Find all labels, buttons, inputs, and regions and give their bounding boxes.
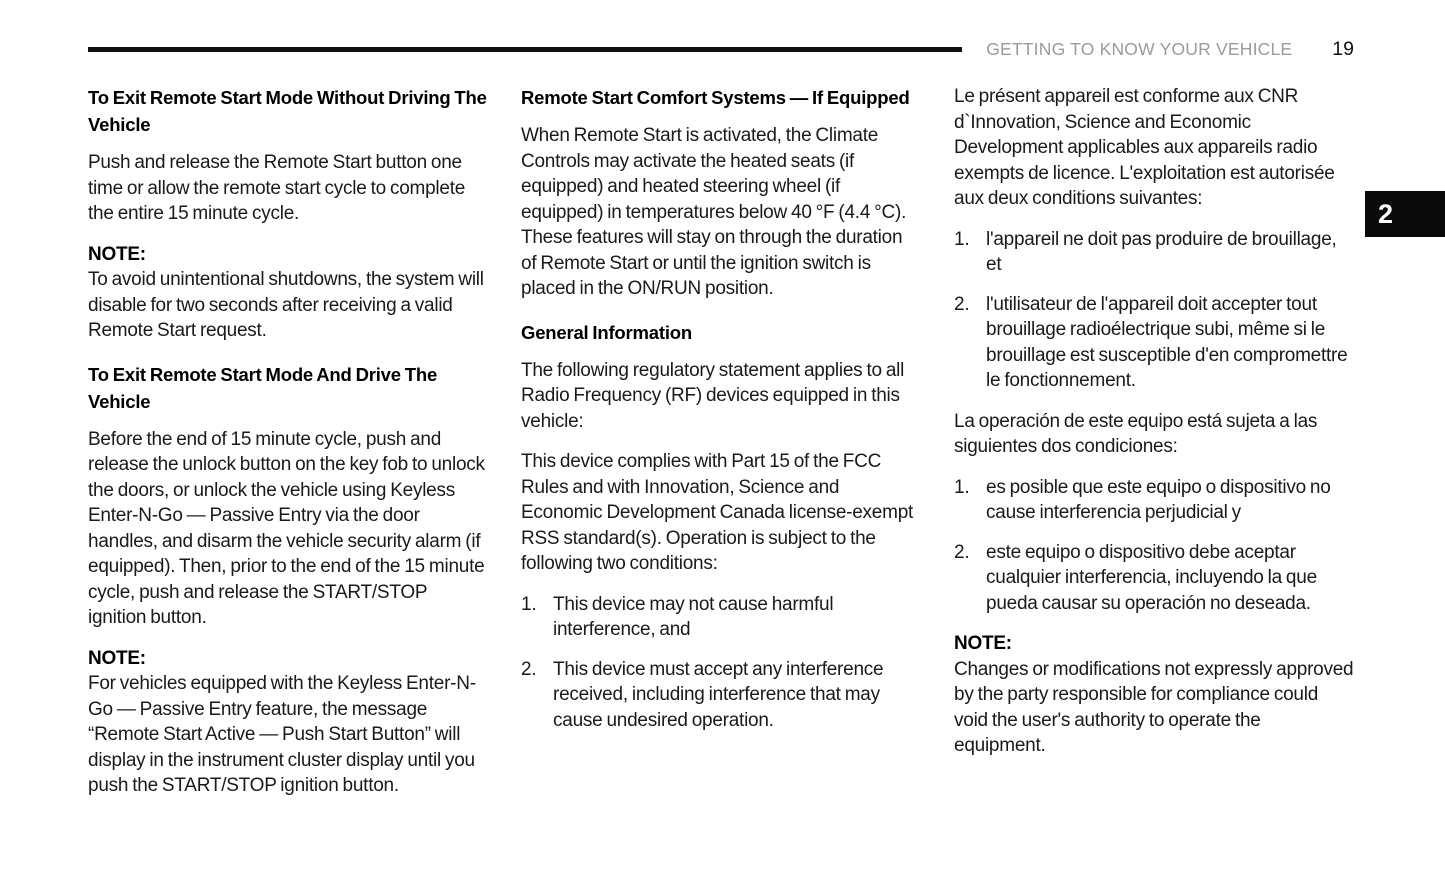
- paragraph: La operación de este equipo está sujeta a las siguientes dos condiciones:: [954, 410, 1318, 457]
- numbered-list: [954, 475, 1354, 617]
- paragraph: When Remote Start is activated, the Climate Controls may activate the heated seats (if equipped) and heated steering wheel (if equipped) in temperatures below 40 °F (4.4 °C). These features will stay on through the duration of Remote Start or until the ignition switch is placed in the ON/RUN position.: [521, 125, 907, 299]
- list-item: [521, 592, 921, 643]
- chapter-title: GETTING TO KNOW YOUR VEHICLE: [986, 39, 1293, 59]
- column-3: [954, 84, 1354, 774]
- list-item-text: es posible que este equipo o dispositivo no cause interferencia perjudicial y: [986, 476, 1331, 523]
- list-item-text: l'utilisateur de l'appareil doit accepter tout brouillage radioélectrique subi, même si le brouillage est susceptible d'en compromettre le fonctionnement.: [986, 293, 1348, 391]
- list-item: [954, 475, 1354, 526]
- paragraph: The following regulatory statement applies to all Radio Frequency (RF) devices equipped in this vehicle:: [521, 359, 905, 432]
- paragraph: Le présent appareil est conforme aux CNR d`Innovation, Science and Economic Development applicables aux appareils radio exempts de licence. L'exploitation est autorisée aux deux conditions suivantes:: [954, 86, 1335, 209]
- list-item: [521, 657, 921, 734]
- list-item-number: 1.: [954, 476, 970, 498]
- list-item: [954, 540, 1354, 617]
- paragraph: This device complies with Part 15 of the FCC Rules and with Innovation, Science and Economic Development Canada license-exempt RSS standard(s). Operation is subject to the following two conditions:: [521, 451, 914, 574]
- section-heading: To Exit Remote Start Mode And Drive The Vehicle: [88, 363, 438, 412]
- column-1: [88, 84, 488, 814]
- list-item-number: 2.: [521, 658, 537, 680]
- numbered-list: [521, 592, 921, 734]
- header-rule: [88, 47, 962, 52]
- list-item-number: 1.: [954, 228, 970, 250]
- list-item-text: This device must accept any interference received, including interference that may cause undesired operation.: [553, 658, 884, 731]
- list-item-number: 2.: [954, 541, 970, 563]
- list-item-number: 1.: [521, 593, 537, 615]
- note-label: NOTE:: [954, 633, 1012, 654]
- list-item-text: This device may not cause harmful interference, and: [553, 593, 834, 640]
- section-heading: To Exit Remote Start Mode Without Driving The Vehicle: [88, 87, 487, 135]
- note-text: For vehicles equipped with the Keyless Enter-N-Go — Passive Entry feature, the message “Remote Start Active — Push Start Button” will display in the instrument cluster display until you push the START/STOP ignition button.: [88, 673, 476, 796]
- note-label: NOTE:: [88, 647, 146, 669]
- paragraph: Before the end of 15 minute cycle, push and release the unlock button on the key fob to unlock the doors, or unlock the vehicle using Keyless Enter-N-Go — Passive Entry via the door handles, and disarm the vehicle security alarm (if equipped). Then, prior to the end of the 15 minute cycle, push and release the START/STOP ignition button.: [88, 428, 485, 628]
- note-block: [88, 242, 488, 344]
- note-block: [88, 646, 488, 799]
- note-label: NOTE:: [88, 243, 146, 265]
- note-text: Changes or modifications not expressly approved by the party responsible for compliance could void the user's authority to operate the equipment.: [954, 658, 1354, 756]
- chapter-tab: [1365, 191, 1445, 237]
- note-block: [954, 631, 1354, 759]
- section-heading: Remote Start Comfort Systems — If Equipped: [521, 87, 910, 108]
- note-text: To avoid unintentional shutdowns, the system will disable for two seconds after receiving a valid Remote Start request.: [88, 269, 484, 341]
- paragraph: Push and release the Remote Start button one time or allow the remote start cycle to complete the entire 15 minute cycle.: [88, 152, 466, 224]
- section-heading: General Information: [521, 321, 692, 343]
- column-2: [521, 84, 921, 748]
- chapter-tab-label: 2: [1378, 198, 1394, 229]
- list-item: [954, 227, 1354, 278]
- list-item: [954, 292, 1354, 394]
- list-item-text: l'appareil ne doit pas produire de brouillage, et: [986, 228, 1337, 275]
- list-item-number: 2.: [954, 293, 970, 315]
- page-header: [88, 38, 1354, 61]
- list-item-text: este equipo o dispositivo debe aceptar cualquier interferencia, incluyendo la que pueda causar su operación no deseada.: [986, 541, 1317, 614]
- page-number: 19: [1332, 38, 1354, 60]
- numbered-list: [954, 227, 1354, 394]
